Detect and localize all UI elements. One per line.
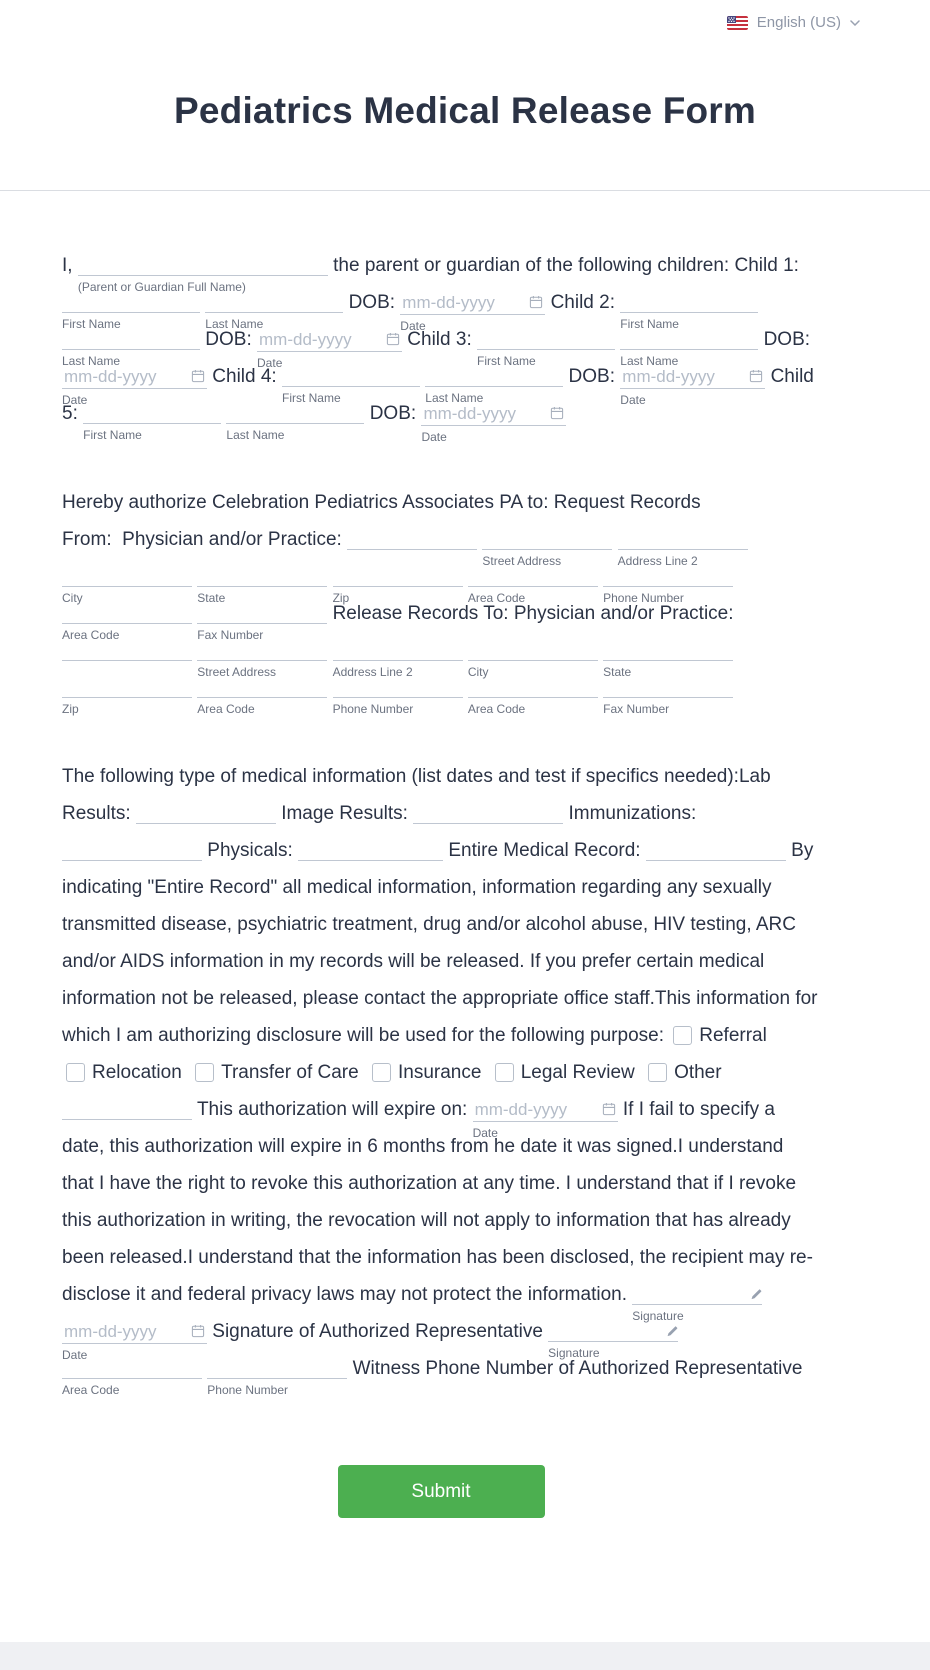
field-sublabel: Fax Number bbox=[603, 702, 670, 716]
field-sublabel: Date bbox=[62, 393, 88, 407]
date-placeholder: mm-dd-yyyy bbox=[64, 367, 157, 386]
language-label: English (US) bbox=[756, 14, 841, 31]
date-input[interactable] bbox=[62, 1319, 207, 1362]
text-input-first-name[interactable] bbox=[281, 364, 420, 405]
checkbox-label: Relocation bbox=[92, 1062, 182, 1083]
field-sublabel: First Name bbox=[620, 317, 679, 331]
text-input-area-code[interactable] bbox=[197, 675, 327, 716]
form-text: Child 4: bbox=[212, 366, 277, 387]
checkbox-item-relocation[interactable] bbox=[66, 1062, 182, 1083]
date-placeholder: mm-dd-yyyy bbox=[622, 367, 715, 386]
text-input-address-line-2[interactable] bbox=[617, 527, 748, 568]
field-sublabel: Phone Number bbox=[332, 702, 414, 716]
checkbox-item-other[interactable] bbox=[648, 1062, 722, 1083]
form-paragraphs bbox=[62, 191, 820, 1397]
paragraph-medical-information bbox=[62, 758, 820, 1397]
checkbox[interactable] bbox=[372, 1063, 391, 1082]
form-text: Image Results: bbox=[281, 803, 408, 824]
text-input-blank[interactable] bbox=[413, 801, 563, 824]
text-input-city[interactable] bbox=[62, 564, 192, 605]
form-text: Hereby authorize Celebration Pediatrics Associates PA to: Request Records From: Physician and/or Practice: bbox=[62, 492, 701, 550]
checkbox[interactable] bbox=[66, 1063, 85, 1082]
checkbox-label: Other bbox=[674, 1062, 722, 1083]
field-sublabel: Signature bbox=[548, 1346, 600, 1360]
text-input-area-code[interactable] bbox=[467, 564, 598, 605]
field-sublabel: First Name bbox=[83, 428, 142, 442]
text-input-blank[interactable] bbox=[136, 801, 276, 824]
text-input-phone-number[interactable] bbox=[332, 675, 463, 716]
form-text: the parent or guardian of the following children: Child 1: bbox=[333, 255, 799, 276]
field-sublabel: State bbox=[603, 665, 632, 679]
text-input-street-address[interactable] bbox=[482, 527, 612, 568]
field-sublabel: City bbox=[467, 665, 489, 679]
form-text: DOB: bbox=[568, 366, 615, 387]
field-sublabel: Last Name bbox=[425, 391, 484, 405]
field-sublabel: Area Code bbox=[467, 591, 526, 605]
text-input-blank[interactable] bbox=[646, 838, 786, 861]
date-input[interactable] bbox=[400, 290, 545, 333]
field-sublabel: Area Code bbox=[62, 628, 120, 642]
field-sublabel: Last Name bbox=[226, 428, 285, 442]
text-input-last-name[interactable] bbox=[62, 327, 200, 368]
text-input-last-name[interactable] bbox=[620, 327, 758, 368]
form-text: Signature of Authorized Representative bbox=[212, 1321, 543, 1342]
text-input-first-name[interactable] bbox=[62, 290, 200, 331]
date-input[interactable] bbox=[472, 1097, 618, 1140]
checkbox[interactable] bbox=[495, 1063, 514, 1082]
field-sublabel: Area Code bbox=[62, 1383, 120, 1397]
form-text: This authorization will expire on: bbox=[196, 1099, 468, 1120]
text-input-last-name[interactable] bbox=[425, 364, 563, 405]
text-input-state[interactable] bbox=[603, 638, 733, 679]
calendar-icon bbox=[550, 406, 564, 420]
date-placeholder: mm-dd-yyyy bbox=[402, 293, 495, 312]
checkbox-item-legal-review[interactable] bbox=[495, 1062, 635, 1083]
form-text: DOB: bbox=[348, 292, 396, 313]
checkbox-label: Transfer of Care bbox=[221, 1062, 359, 1083]
checkbox-label: Legal Review bbox=[520, 1062, 635, 1083]
text-input-zip[interactable] bbox=[332, 564, 463, 605]
calendar-icon bbox=[602, 1102, 616, 1116]
form-text: If I fail to specify a date, this authorization will expire in 6 months from he date it was signed.I understand that I have the right to revoke this authorization at any time. I understand that if I revoke this authorization in writing, the revocation will not apply to information that has already been released.I understand that the information has been disclosed, the recipient may re-disclose it and federal privacy laws may not protect the information. bbox=[62, 1099, 813, 1305]
text-input-phone-number[interactable] bbox=[603, 564, 733, 605]
text-input-last-name[interactable] bbox=[205, 290, 343, 331]
form-text: I, bbox=[62, 255, 73, 276]
date-placeholder: mm-dd-yyyy bbox=[474, 1100, 568, 1119]
field-sublabel: Signature bbox=[632, 1309, 684, 1323]
form-text: Physicals: bbox=[207, 840, 293, 861]
text-input-blank[interactable] bbox=[62, 638, 192, 661]
text-input-first-name[interactable] bbox=[620, 290, 758, 331]
form-text: Entire Medical Record: bbox=[448, 840, 641, 861]
date-input[interactable] bbox=[62, 364, 207, 407]
signature-input[interactable] bbox=[548, 1319, 678, 1360]
form-header bbox=[0, 0, 930, 191]
field-sublabel: Zip bbox=[62, 702, 79, 716]
pen-icon bbox=[666, 1325, 678, 1337]
form-text: DOB: bbox=[369, 403, 417, 424]
date-placeholder: mm-dd-yyyy bbox=[423, 404, 516, 423]
form-text: Witness Phone Number of Authorized Representative bbox=[352, 1358, 803, 1379]
text-input-area-code[interactable] bbox=[467, 675, 598, 716]
form-text: Child 2: bbox=[550, 292, 615, 313]
field-sublabel: Phone Number bbox=[603, 591, 684, 605]
checkbox-label: Referral bbox=[699, 1025, 767, 1046]
text-input-state[interactable] bbox=[197, 564, 327, 605]
form-text: DOB: bbox=[763, 329, 811, 350]
field-sublabel: Phone Number bbox=[207, 1383, 288, 1397]
submit-row bbox=[62, 1465, 820, 1518]
field-sublabel: Last Name bbox=[620, 354, 679, 368]
field-sublabel: (Parent or Guardian Full Name) bbox=[77, 280, 246, 294]
page-title: Pediatrics Medical Release Form bbox=[173, 90, 756, 131]
field-sublabel: Street Address bbox=[482, 554, 562, 568]
paragraph-children bbox=[62, 247, 820, 444]
form-text: DOB: bbox=[205, 329, 252, 350]
text-input-zip[interactable] bbox=[62, 675, 192, 716]
chevron-down-icon bbox=[850, 20, 860, 26]
field-sublabel: Area Code bbox=[197, 702, 255, 716]
date-placeholder: mm-dd-yyyy bbox=[64, 1322, 157, 1341]
submit-button[interactable]: Submit bbox=[338, 1465, 545, 1518]
calendar-icon bbox=[191, 1324, 205, 1338]
calendar-icon bbox=[386, 332, 400, 346]
field-sublabel: Area Code bbox=[467, 702, 526, 716]
text-input-fax-number[interactable] bbox=[197, 601, 327, 642]
field-sublabel: City bbox=[62, 591, 83, 605]
text-input-blank[interactable] bbox=[62, 1097, 192, 1120]
checkbox-item-referral[interactable] bbox=[673, 1025, 767, 1046]
us-flag-icon bbox=[727, 16, 748, 30]
field-sublabel: Zip bbox=[332, 591, 350, 605]
checkbox[interactable] bbox=[195, 1063, 214, 1082]
form-text: Child 3: bbox=[407, 329, 472, 350]
text-input-parent-or-guardian-full-name[interactable] bbox=[77, 253, 328, 294]
text-input-blank[interactable] bbox=[62, 838, 202, 861]
text-input-area-code[interactable] bbox=[62, 601, 192, 642]
field-sublabel: Street Address bbox=[197, 665, 276, 679]
pen-icon bbox=[750, 1288, 762, 1300]
text-input-blank[interactable] bbox=[347, 527, 477, 550]
text-input-area-code[interactable] bbox=[62, 1356, 202, 1397]
form-text: By indicating "Entire Record" all medical information, information regarding any sexually transmitted disease, psychiatric treatment, drug and/or alcohol abuse, HIV testing, ARC and/or AIDS information in my records will be released. If you prefer certain medical information not be released, please contact the appropriate office staff.This information for which I am authorizing disclosure will be used for the following purpose: bbox=[62, 840, 818, 1046]
field-sublabel: Address Line 2 bbox=[332, 665, 413, 679]
text-input-last-name[interactable] bbox=[226, 401, 364, 442]
field-sublabel: State bbox=[197, 591, 226, 605]
calendar-icon bbox=[191, 369, 205, 383]
field-sublabel: First Name bbox=[281, 391, 341, 405]
text-input-blank[interactable] bbox=[298, 838, 443, 861]
field-sublabel: Date bbox=[257, 356, 283, 370]
date-placeholder: mm-dd-yyyy bbox=[259, 330, 352, 349]
field-sublabel: First Name bbox=[477, 354, 536, 368]
field-sublabel: Date bbox=[421, 430, 447, 444]
field-sublabel: Date bbox=[472, 1126, 498, 1140]
form-text: Child 5: bbox=[62, 366, 814, 424]
form-text: The following type of medical information (list dates and test if specifics needed):Lab Results: bbox=[62, 766, 771, 824]
text-input-first-name[interactable] bbox=[477, 327, 615, 368]
field-sublabel: First Name bbox=[62, 317, 121, 331]
field-sublabel: Last Name bbox=[205, 317, 264, 331]
calendar-icon bbox=[529, 295, 543, 309]
date-input[interactable] bbox=[620, 364, 765, 407]
text-input-phone-number[interactable] bbox=[207, 1356, 347, 1397]
text-input-fax-number[interactable] bbox=[603, 675, 733, 716]
paragraph-authorize-records bbox=[62, 484, 820, 716]
checkbox[interactable] bbox=[648, 1063, 667, 1082]
form-text: Release Records To: Physician and/or Practice: bbox=[332, 603, 734, 624]
checkbox-item-insurance[interactable] bbox=[372, 1062, 481, 1083]
field-sublabel: Address Line 2 bbox=[617, 554, 698, 568]
calendar-icon bbox=[749, 369, 763, 383]
text-input-street-address[interactable] bbox=[197, 638, 327, 679]
checkbox-label: Insurance bbox=[397, 1062, 482, 1083]
form-text: Immunizations: bbox=[568, 803, 697, 824]
text-input-city[interactable] bbox=[467, 638, 598, 679]
date-input[interactable] bbox=[257, 327, 402, 370]
date-input[interactable] bbox=[421, 401, 566, 444]
field-sublabel: Date bbox=[62, 1348, 88, 1362]
field-sublabel: Date bbox=[400, 319, 426, 333]
language-selector[interactable] bbox=[727, 14, 860, 31]
checkbox-item-transfer-of-care[interactable] bbox=[195, 1062, 359, 1083]
text-input-first-name[interactable] bbox=[83, 401, 221, 442]
signature-input[interactable] bbox=[632, 1282, 762, 1323]
field-sublabel: Last Name bbox=[62, 354, 121, 368]
field-sublabel: Fax Number bbox=[197, 628, 264, 642]
checkbox[interactable] bbox=[673, 1026, 692, 1045]
field-sublabel: Date bbox=[620, 393, 646, 407]
text-input-address-line-2[interactable] bbox=[332, 638, 463, 679]
